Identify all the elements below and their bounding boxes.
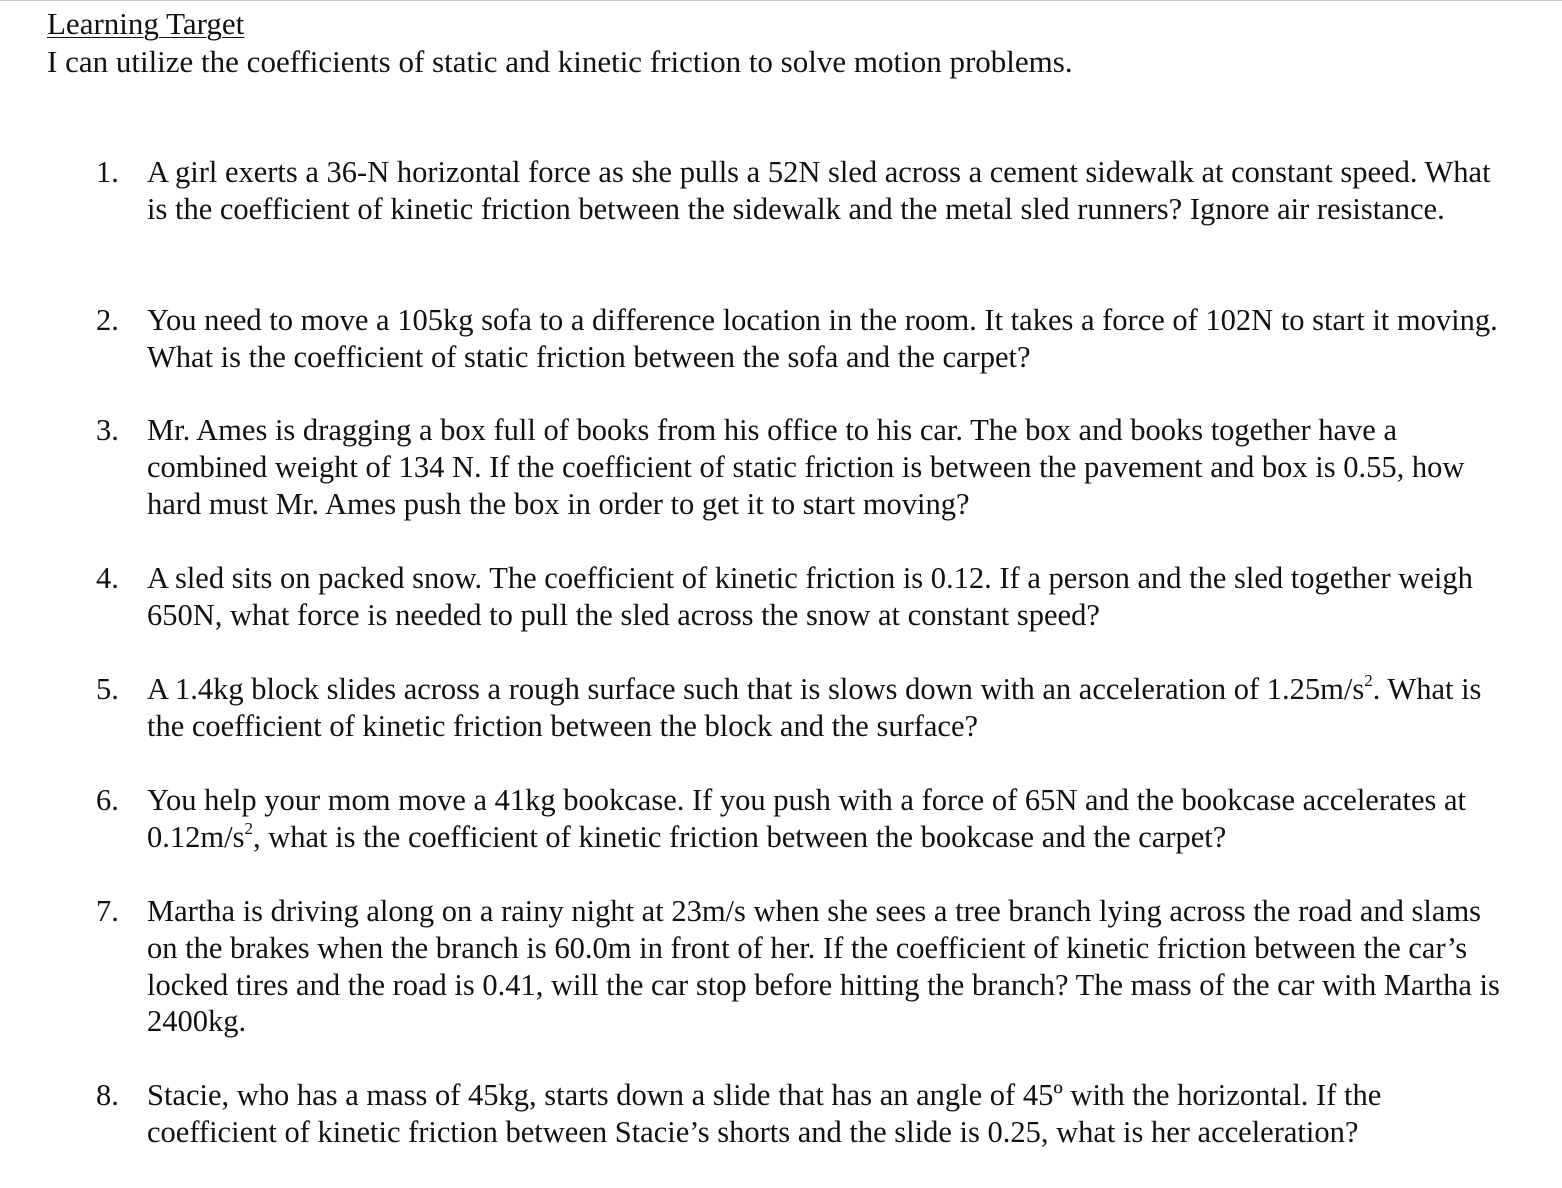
problem-text: A sled sits on packed snow. The coefficient of kinetic friction is 0.12. If a person and the sled together weigh 650N, what force is needed to pull the sled across the snow at constant speed?	[147, 561, 1473, 632]
problem-number: 6.	[96, 783, 119, 817]
problem-text	[147, 782, 1516, 856]
problem-text: You need to move a 105kg sofa to a difference location in the room. It takes a force of 102N to start it moving. What is the coefficient of static friction between the sofa and the carpet?	[147, 303, 1498, 374]
problem-5	[96, 671, 1516, 745]
problem-8	[96, 1077, 1516, 1151]
problem-6	[96, 782, 1516, 856]
problem-text-part: You help your mom move a 41kg bookcase. If you push with a force of 65N and the bookcase accelerates at 0.12m/s	[147, 783, 1467, 854]
problem-number: 1.	[96, 155, 119, 189]
exponent: 2	[244, 818, 253, 838]
problem-text	[147, 671, 1516, 745]
problem-number: 4.	[96, 561, 119, 595]
learning-target-title: Learning Target	[47, 6, 245, 41]
problem-text: A girl exerts a 36-N horizontal force as she pulls a 52N sled across a cement sidewalk at constant speed. What is the coefficient of kinetic friction between the sidewalk and the metal sled runners? Ignore air resistance.	[147, 155, 1491, 226]
learning-target-section	[47, 5, 1527, 81]
problem-text-part: . What is the coefficient of kinetic friction between the block and the surface?	[147, 672, 1482, 743]
problem-2	[96, 302, 1516, 376]
problem-text-part: , what is the coefficient of kinetic friction between the bookcase and the carpet?	[252, 819, 1227, 854]
problem-4	[96, 560, 1516, 634]
problem-7	[96, 893, 1516, 1040]
exponent: 2	[1364, 670, 1373, 690]
problem-text: Stacie, who has a mass of 45kg, starts down a slide that has an angle of 45º with the horizontal. If the coefficient of kinetic friction between Stacie’s shorts and the slide is 0.25, what is her acceleration?	[147, 1078, 1382, 1149]
problem-number: 3.	[96, 413, 119, 447]
problem-1	[96, 154, 1516, 228]
top-border-line	[0, 0, 1562, 1]
problem-text-part: A 1.4kg block slides across a rough surface such that is slows down with an acceleration of 1.25m/s	[147, 672, 1365, 706]
problem-number: 5.	[96, 672, 119, 706]
problem-number: 7.	[96, 894, 119, 928]
problem-text: Martha is driving along on a rainy night at 23m/s when she sees a tree branch lying across the road and slams on the brakes when the branch is 60.0m in front of her. If the coefficient of kinetic friction between the car’s locked tires and the road is 0.41, will the car stop before hitting the branch? The mass of the car with Martha is 2400kg.	[147, 894, 1500, 1039]
problem-text: Mr. Ames is dragging a box full of books from his office to his car. The box and books together have a combined weight of 134 N. If the coefficient of static friction is between the pavement and box is 0.55, how hard must Mr. Ames push the box in order to get it to start moving?	[147, 413, 1465, 521]
problem-number: 2.	[96, 303, 119, 337]
problem-number: 8.	[96, 1078, 119, 1112]
learning-target-statement: I can utilize the coefficients of static and kinetic friction to solve motion problems.	[47, 44, 1073, 79]
problem-3	[96, 412, 1516, 522]
